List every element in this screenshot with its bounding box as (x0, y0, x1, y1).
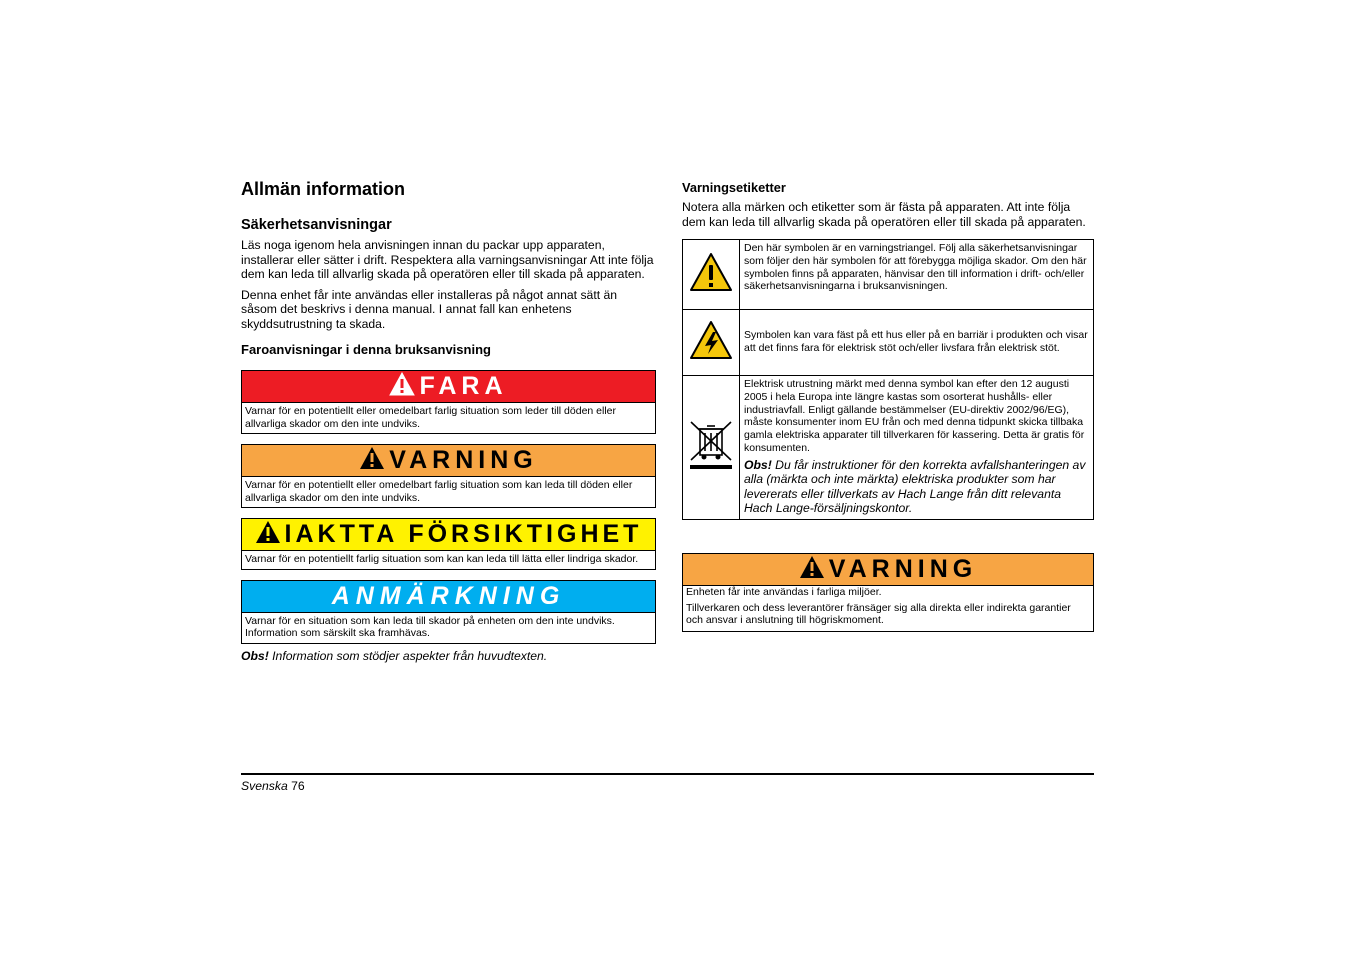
labels-heading: Varningsetiketter (682, 180, 786, 195)
hazard-bar-anmarkning (242, 581, 655, 613)
label-row (683, 310, 1094, 376)
label-obs (744, 458, 1089, 516)
crossed-bin-icon (688, 458, 734, 475)
hazard-bar-forsiktighet (242, 519, 655, 551)
hazard-text-anmarkning: Varnar för en situation som kan leda till skador på enheten om den inte undviks. Information som särskilt ska framhävas. (245, 614, 615, 639)
label-desc-weee (740, 376, 1094, 520)
page-title: Allmän information (241, 179, 406, 199)
hazard-box-varning (241, 444, 656, 508)
hazard-word-fara: FARA (419, 372, 508, 400)
labels-table (682, 239, 1094, 520)
hazard-bar-varning (242, 445, 655, 477)
warning-box-word: VARNING (828, 555, 978, 583)
electric-shock-icon (689, 347, 733, 364)
label-desc: Den här symbolen är en varningstriangel. Följ alla säkerhetsanvisningar som följer den här symbolen för att förebygga möjliga skador. Om den här symbolen finns på apparaten, hänvisar den till information i drift- och/eller säkerhetsanvisningarna i bruksanvisningen. (740, 240, 1094, 310)
hazard-box-anmarkning (241, 580, 656, 644)
note-line (241, 649, 656, 664)
labels-intro: Notera alla märken och etiketter som är fästa på apparaten. Att inte följa dem kan leda till allvarlig skada på operatören eller till skada på apparaten. (682, 200, 1086, 229)
label-row (683, 376, 1094, 520)
hazard-heading: Faroanvisningar i denna bruksanvisning (241, 342, 491, 357)
label-row (683, 240, 1094, 310)
warning-triangle-icon (689, 279, 733, 296)
warning-box-bar (683, 554, 1093, 586)
footer (241, 779, 305, 793)
safety-heading: Säkerhetsanvisningar (241, 217, 392, 233)
note-label: Obs! (241, 648, 269, 663)
hazard-box-fara (241, 370, 656, 434)
label-desc: Elektrisk utrustning märkt med denna symbol kan efter den 12 augusti 2005 i hela Europa inte längre kastas som osorterat hushålls- eller industriavfall. Enligt gällande bestämmelser (EU-direktiv 2002/96/EG), måste konsumenter inom EU från och med denna tidpunkt skicka tillbaka gamla elektriska apparater till tillverkaren för kassering. Detta är gratis för konsumenten. (744, 378, 1085, 454)
footer-divider (241, 773, 1094, 775)
warning-box-line1: Enheten får inte användas i farliga miljöer. (686, 586, 882, 598)
warning-triangle-icon (359, 446, 385, 475)
hazard-bar-fara (242, 371, 655, 403)
hazard-word-varning: VARNING (389, 446, 538, 474)
label-obs-text: Du får instruktioner för den korrekta avfallshanteringen av alla (märkta och inte märkta) elektriska produkter som har levererats eller tillverkats av Hach Lange från ditt relevanta Hach Lange-försäljningskontor. (744, 457, 1086, 516)
label-desc: Symbolen kan vara fäst på ett hus eller på en barriär i produkten och visar att det finns fara för elektrisk stöt och/eller livsfara från elektrisk stöt. (740, 310, 1094, 376)
hazard-word-anmarkning: ANMÄRKNING (331, 581, 566, 610)
hazard-text-fara: Varnar för en potentiellt eller omedelbart farlig situation som leder till döden eller allvarliga skador om den inte undviks. (245, 405, 617, 430)
hazard-box-forsiktighet (241, 518, 656, 570)
warning-triangle-icon (255, 520, 281, 549)
warning-box (682, 553, 1094, 632)
warning-triangle-icon (799, 555, 825, 584)
hazard-text-varning: Varnar för en potentiellt eller omedelbart farlig situation som kan leda till döden eller allvarliga skador om den inte undviks. (245, 479, 633, 504)
footer-language: Svenska (241, 779, 288, 793)
label-obs-label: Obs! (744, 457, 772, 472)
note-text: Information som stödjer aspekter från huvudtexten. (268, 648, 548, 663)
hazard-text-forsiktighet: Varnar för en potentiellt farlig situation som kan kan leda till lätta eller lindriga skador. (245, 553, 639, 565)
footer-page-number: 76 (291, 779, 305, 793)
label-icon-cell (683, 376, 740, 520)
safety-paragraph-2: Denna enhet får inte användas eller installeras på något annat sätt än såsom det beskrivs i denna manual. I annat fall kan enhetens skyddsutrustning ta skada. (241, 287, 618, 331)
warning-box-line2: Tillverkaren och dess leverantörer fränsäger sig alla direkta eller indirekta garantier och ansvar i anslutning till högriskmoment. (686, 601, 1071, 626)
hazard-word-forsiktighet: IAKTTA FÖRSIKTIGHET (284, 520, 643, 548)
label-icon-cell (683, 240, 740, 310)
left-column (241, 178, 656, 663)
safety-paragraph-1: Läs noga igenom hela anvisningen innan du packar upp apparaten, installerar eller sätter i drift. Respektera alla varningsanvisningar Att inte följa dem kan leda till allvarlig skada på operatören eller till skada på apparaten. (241, 238, 654, 281)
right-column (682, 178, 1094, 632)
label-icon-cell (683, 310, 740, 376)
warning-triangle-icon (389, 372, 415, 401)
